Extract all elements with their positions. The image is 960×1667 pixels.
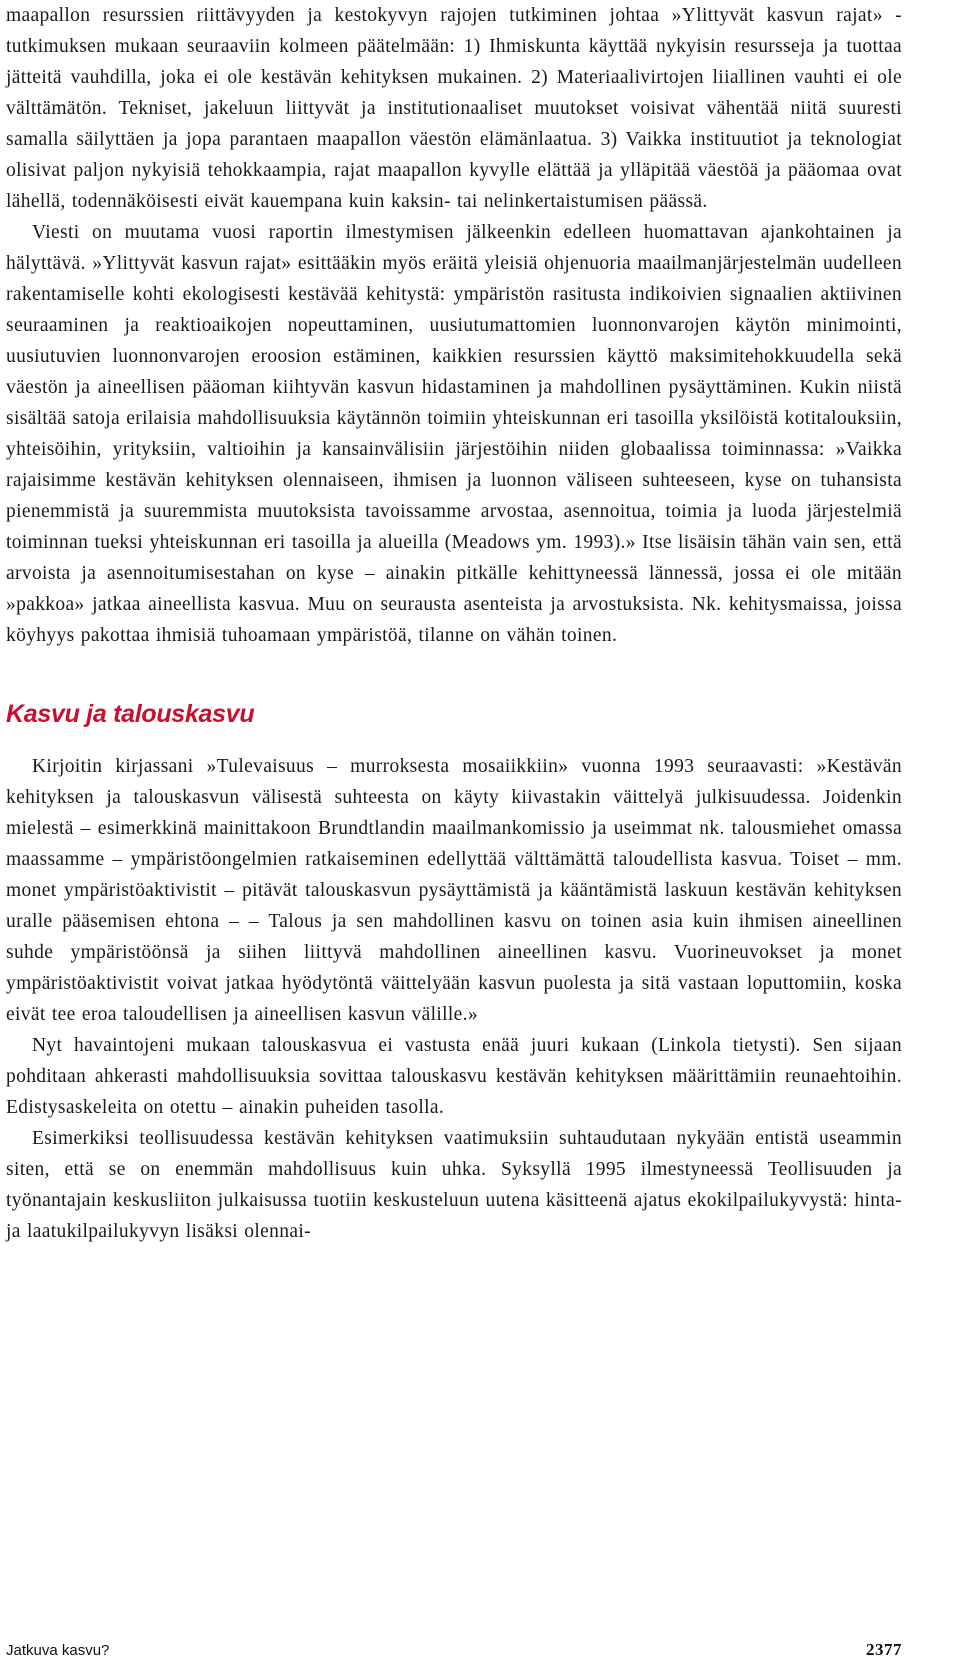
running-title: Jatkuva kasvu?	[6, 1642, 110, 1659]
page-number: 2377	[866, 1640, 902, 1659]
body-paragraph: maapallon resurssien riittävyyden ja kestokyvyn rajojen tutkiminen johtaa »Ylittyvät kasvun rajat» -tutkimuksen mukaan seuraaviin kolmeen päätelmään: 1) Ihmiskunta käyttää nykyisin resursseja ja tuottaa jätteitä vauhdilla, joka ei ole kestävän kehityksen mukainen. 2) Materiaalivirtojen liiallinen vauhti ei ole välttämätön. Tekniset, jakeluun liittyvät ja institutionaaliset muutokset voisivat vähentää niitä suuresti samalla säilyttäen ja jopa parantaen maapallon väestön elämänlaatua. 3) Vaikka instituutiot ja teknologiat olisivat paljon nykyisiä tehokkaampia, rajat maapallon kyvylle elättää ja ylläpitää väestöä ja pääomaa ovat lähellä, todennäköisesti eivät kauempana kuin kaksin- tai nelinkertaistumisen päässä.	[6, 5, 902, 212]
body-paragraph: Esimerkiksi teollisuudessa kestävän kehityksen vaatimuksiin suhtaudutaan nykyään entistä useammin siten, että se on enemmän mahdollisuus kuin uhka. Syksyllä 1995 ilmestyneessä Teollisuuden ja työnantajain keskusliiton julkaisussa tuotiin keskusteluun uutena käsitteenä ajatus ekokilpailukyvystä: hinta- ja laatukilpailukyvyn lisäksi olennai-	[6, 1128, 902, 1242]
body-paragraph: Kirjoitin kirjassani »Tulevaisuus – murroksesta mosaiikkiin» vuonna 1993 seuraavasti: »Kestävän kehityksen ja talouskasvun välisestä suhteesta on käyty kiivastakin väittelyä julkisuudessa. Joidenkin mielestä – esimerkkinä mainittakoon Brundtlandin maailmankomissio ja useimmat nk. talousmiehet omassa maassamme – ympäristöongelmien ratkaiseminen edellyttää välttämättä taloudellista kasvua. Toiset – mm. monet ympäristöaktivistit – pitävät talouskasvun pysäyttämistä ja kääntämistä laskuun kestävän kehityksen uralle pääsemisen ehtona – – Talous ja sen mahdollinen kasvu on toinen asia kuin ihmisen aineellinen suhde ympäristöönsä ja siihen liittyvä mahdollinen aineellinen kasvu. Vuorineuvokset ja monet ympäristöaktivistit voivat jatkaa hyödytöntä väittelyään kasvun puolesta ja sitä vastaan loputtomiin, koska eivät tee eroa taloudellisen ja aineellisen kasvun välille.»	[6, 756, 902, 1025]
page-footer	[6, 1640, 902, 1662]
body-paragraph: Nyt havaintojeni mukaan talouskasvua ei vastusta enää juuri kukaan (Linkola tietysti). Sen sijaan pohditaan ahkerasti mahdollisuuksia sovittaa talouskasvu kestävän kehityksen määrittämiin reunaehtoihin. Edistysaskeleita on otettu – ainakin puheiden tasolla.	[6, 1035, 902, 1118]
section-heading: Kasvu ja talouskasvu	[6, 700, 255, 728]
document-page	[6, 0, 902, 1247]
body-paragraph: Viesti on muutama vuosi raportin ilmestymisen jälkeenkin edelleen huomattavan ajankohtainen ja hälyttävä. »Ylittyvät kasvun rajat» esittääkin myös eräitä yleisiä ohjenuoria maailmanjärjestelmän uudelleen rakentamiselle kohti ekologisesti kestävää kehitystä: ympäristön rasitusta indikoivien signaalien aktiivinen seuraaminen ja reaktioaikojen nopeuttaminen, uusiutumattomien luonnonvarojen käytön minimointi, uusiutuvien luonnonvarojen eroosion estäminen, kaikkien resurssien käyttö maksimitehokkuudella sekä väestön ja aineellisen pääoman kiihtyvän kasvun hidastaminen ja mahdollinen pysäyttäminen. Kukin niistä sisältää satoja erilaisia mahdollisuuksia käytännön toimiin yhteiskunnan eri tasoilla yksilöistä kotitalouksiin, yhteisöihin, yrityksiin, valtioihin ja kansainvälisiin järjestöihin niiden globaalissa toiminnassa: »Vaikka rajaisimme kestävän kehityksen olennaiseen, ihmisen ja luonnon väliseen suhteeseen, kyse on tuhansista pienemmistä ja suuremmista muutoksista tavoissamme arvostaa, asennoitua, toimia ja luoda järjestelmiä toiminnan tueksi yhteiskunnan eri tasoilla ja alueilla (Meadows ym. 1993).» Itse lisäisin tähän vain sen, että arvoista ja asennoitumisestahan on kyse – ainakin pitkälle kehittyneessä lännessä, jossa ei ole mitään »pakkoa» jatkaa aineellista kasvua. Muu on seurausta asenteista ja arvostuksista. Nk. kehitysmaissa, joissa köyhyys pakottaa ihmisiä tuhoamaan ympäristöä, tilanne on vähän toinen.	[6, 222, 902, 646]
